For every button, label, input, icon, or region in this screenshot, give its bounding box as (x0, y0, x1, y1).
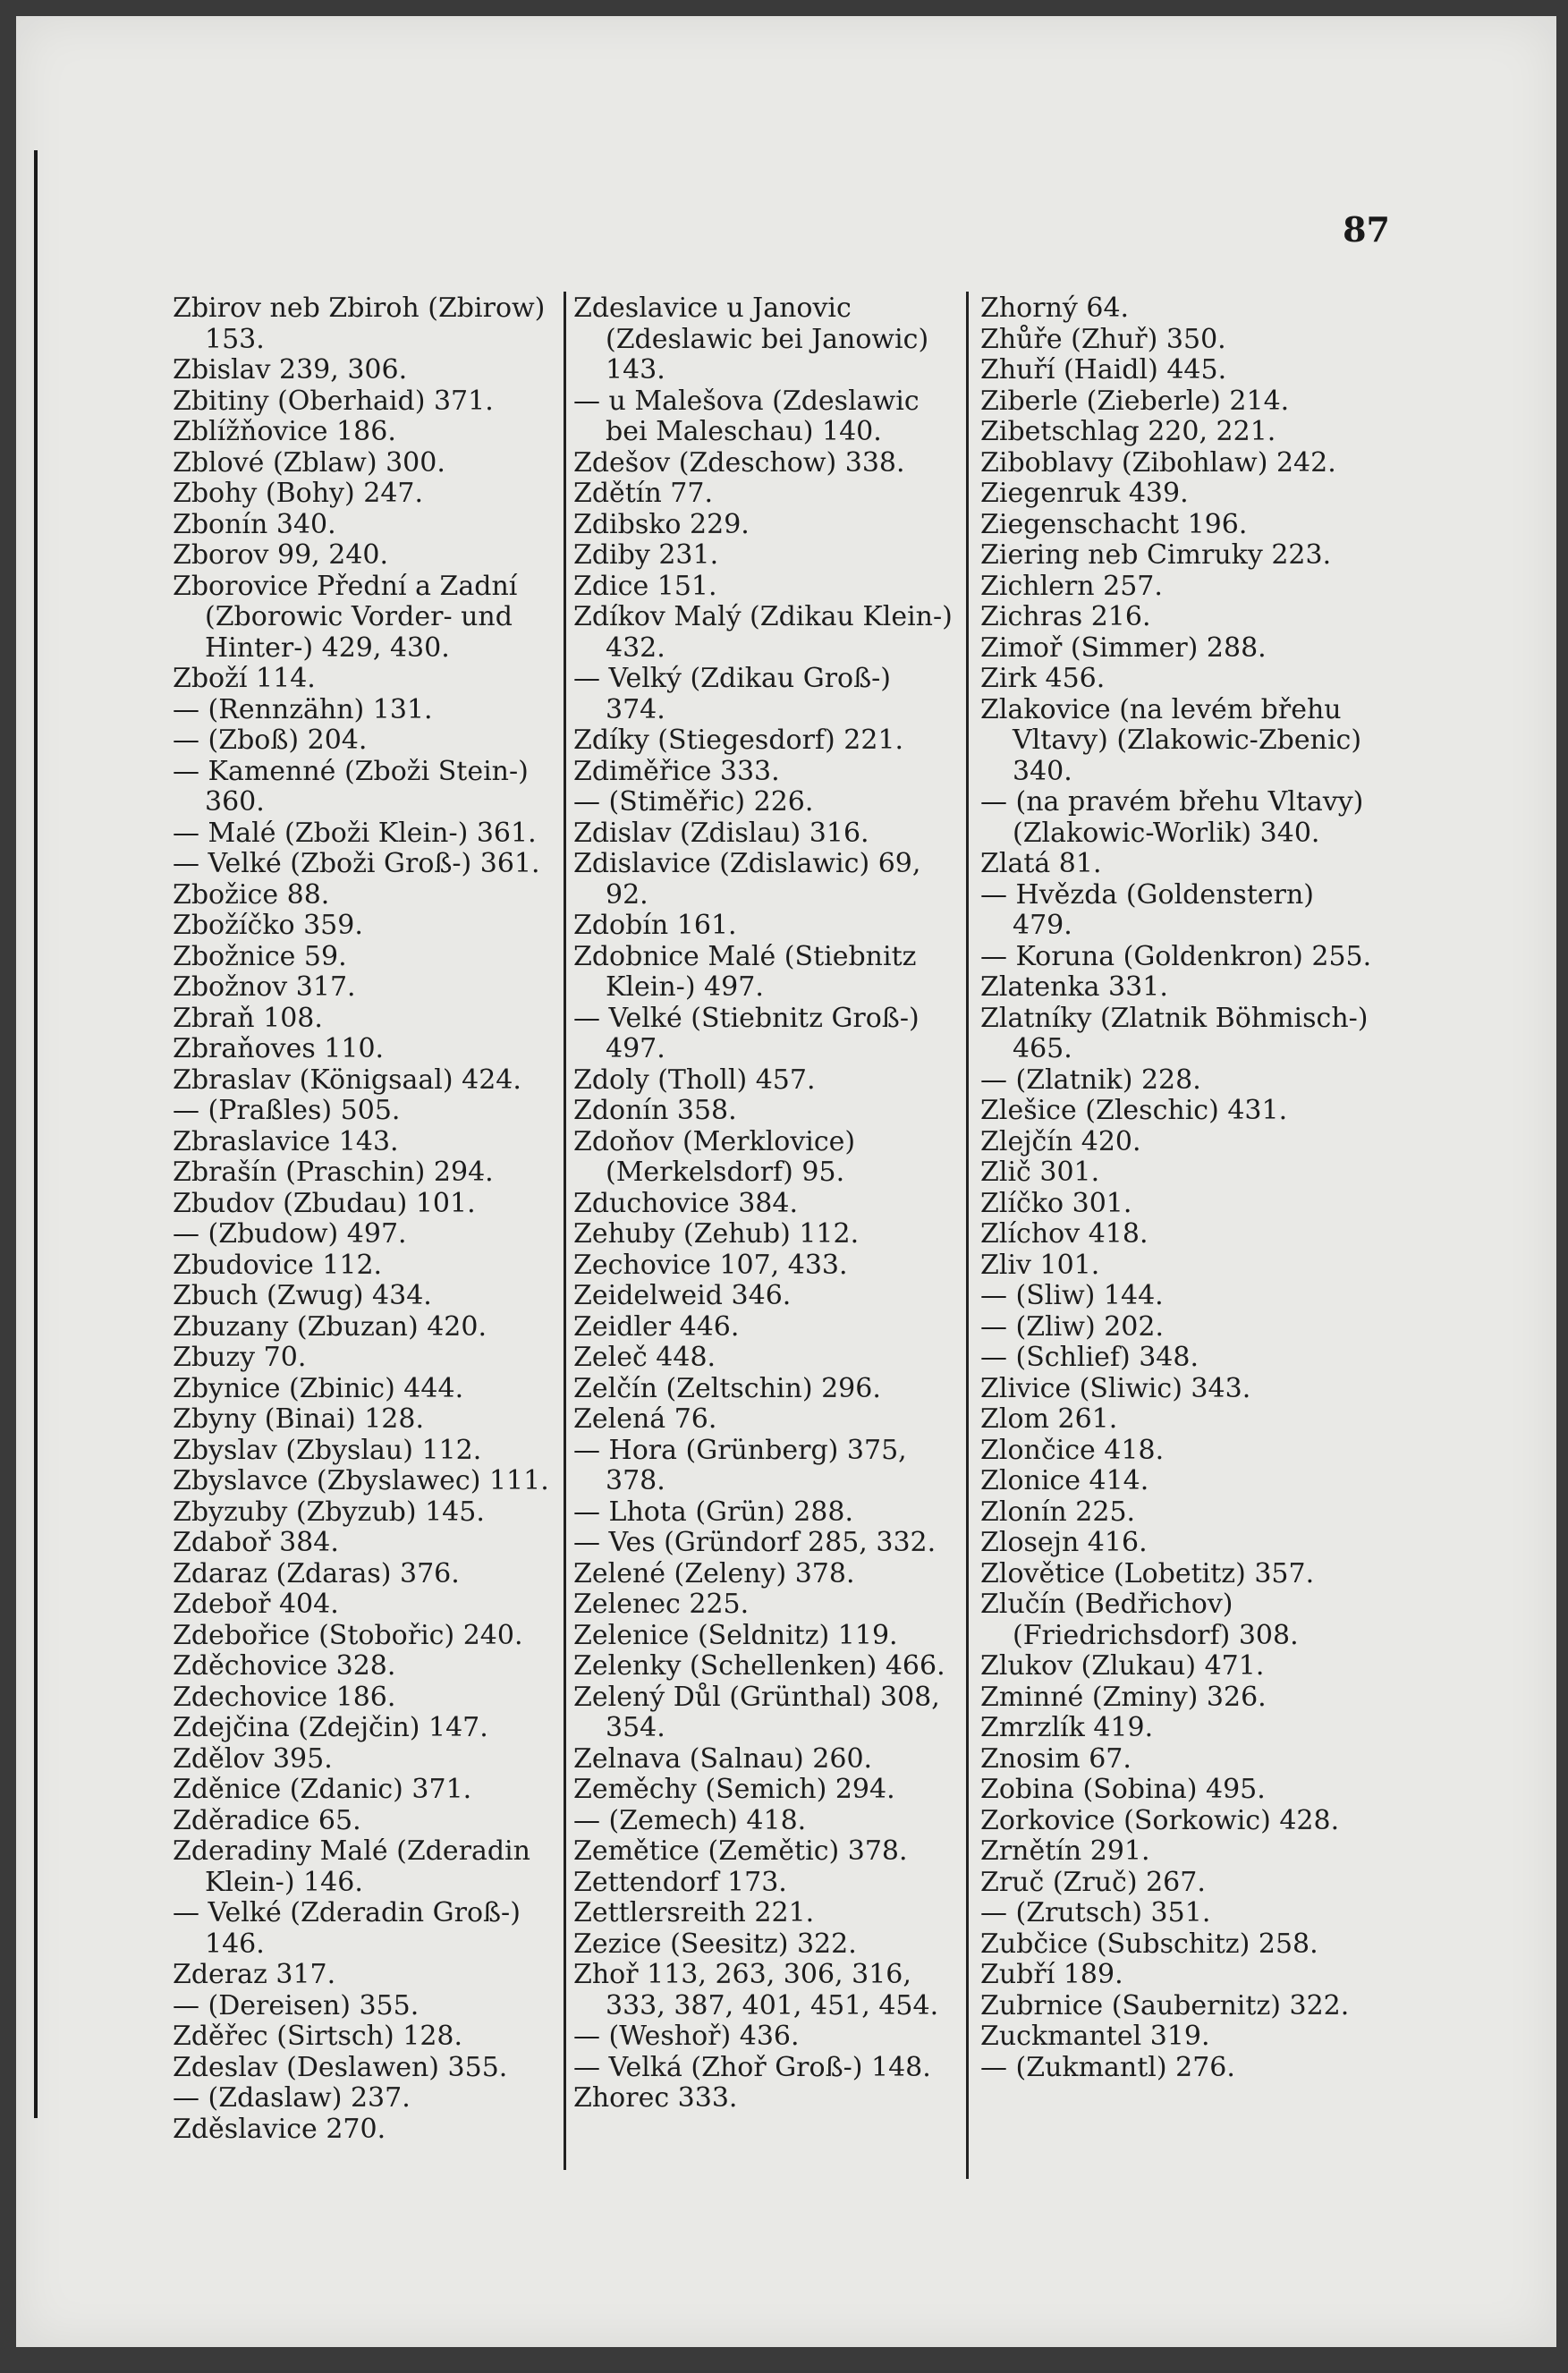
index-column-2 (573, 293, 954, 2115)
index-column-3 (980, 293, 1378, 2083)
index-entry: Zbožnov 317. (173, 971, 356, 1003)
index-entry: Zdeslav (Deslawen) 355. (173, 2051, 508, 2083)
page-number: 87 (1343, 209, 1390, 250)
index-entry: Zborov 99, 240. (173, 539, 389, 571)
index-entry: Ziberle (Zieberle) 214. (980, 385, 1290, 417)
index-entry: Zhoř 113, 263, 306, 316, 333, 387, 401, 451, 454. (573, 1959, 939, 2021)
index-entry: Zdaraz (Zdaras) 376. (173, 1557, 460, 1589)
index-entry: Zdobín 161. (573, 910, 737, 941)
index-entry: Zeměchy (Semich) 294. (573, 1774, 895, 1805)
index-column-1 (173, 293, 566, 2145)
index-entry: Zliv 101. (980, 1249, 1100, 1281)
index-entry: — Velké (Zboži Groß-) 361. (173, 848, 540, 879)
index-entry: Zborovice Přední a Zadní (Zborowic Vorder- und Hinter-) 429, 430. (173, 570, 518, 664)
index-entry: Zlukov (Zlukau) 471. (980, 1650, 1265, 1682)
index-entry: Zdiby 231. (573, 539, 719, 571)
index-entry: Zorkovice (Sorkowic) 428. (980, 1804, 1340, 1836)
index-entry: Zdobnice Malé (Stiebnitz Klein-) 497. (573, 940, 917, 1003)
index-entry: — (Zrutsch) 351. (980, 1897, 1211, 1928)
index-entry: Zlivice (Sliwic) 343. (980, 1372, 1251, 1404)
index-entry: Zezice (Seesitz) 322. (573, 1928, 857, 1960)
index-entry: Zblové (Zblaw) 300. (173, 446, 445, 479)
index-entry: Zduchovice 384. (573, 1187, 798, 1219)
index-entry: Zděradice 65. (173, 1804, 361, 1836)
index-entry: Zeidler 446. (573, 1310, 740, 1343)
index-entry: Zdíky (Stiegesdorf) 221. (573, 725, 904, 756)
index-entry: Zlakovice (na levém břehu Vltavy) (Zlakowic-Zbenic) 340. (980, 693, 1362, 787)
index-entry: — (Schlief) 348. (980, 1342, 1199, 1373)
index-entry: Zbožíčko 359. (173, 910, 363, 941)
index-entry: Ziboblavy (Zibohlaw) 242. (980, 446, 1336, 479)
index-entry: — Velké (Stiebnitz Groß-) 497. (573, 1002, 920, 1064)
index-entry: Zbirov neb Zbiroh (Zbirow) 153. (173, 292, 546, 355)
index-entry: — Velké (Zderadin Groß-) 146. (173, 1897, 521, 1960)
index-entry: Zdětín 77. (573, 478, 714, 509)
index-entry: Zbislav 239, 306. (173, 354, 408, 386)
index-entry: Zlonice 414. (980, 1465, 1149, 1496)
index-entry: Zbuch (Zwug) 434. (173, 1280, 432, 1311)
index-entry: Zelený Důl (Grünthal) 308, 354. (573, 1681, 940, 1743)
index-entry: Zdejčina (Zdejčin) 147. (173, 1712, 488, 1743)
index-entry: Zderadiny Malé (Zderadin Klein-) 146. (173, 1835, 530, 1898)
index-entry: Zlosejn 416. (980, 1527, 1148, 1558)
index-entry: Zobina (Sobina) 495. (980, 1774, 1266, 1805)
index-entry: Zdoly (Tholl) 457. (573, 1064, 816, 1096)
index-entry: Zdělov 395. (173, 1742, 333, 1775)
index-entry: Zbuzany (Zbuzan) 420. (173, 1310, 487, 1343)
index-entry: Zbraň 108. (173, 1002, 323, 1034)
index-entry: — Velká (Zhoř Groß-) 148. (573, 2051, 931, 2083)
index-entry: Zubří 189. (980, 1959, 1123, 1990)
index-entry: Zelenice (Seldnitz) 119. (573, 1619, 898, 1651)
index-entry: Zbyzuby (Zbyzub) 145. (173, 1496, 485, 1528)
index-entry: Zděnice (Zdanic) 371. (173, 1774, 472, 1805)
index-entry: Zelenky (Schellenken) 466. (573, 1650, 945, 1682)
index-entry: — Kamenné (Zboži Stein-) 360. (173, 755, 529, 818)
index-entry: — (Zbudow) 497. (173, 1218, 407, 1250)
index-entry: Zděřec (Sirtsch) 128. (173, 2021, 463, 2052)
page-edge-line (34, 150, 38, 2118)
index-entry: Zbyslav (Zbyslau) 112. (173, 1434, 482, 1466)
index-entry: — Koruna (Goldenkron) 255. (980, 940, 1372, 972)
index-entry: — (Zdaslaw) 237. (173, 2082, 411, 2114)
index-entry: Zbudov (Zbudau) 101. (173, 1187, 476, 1219)
index-entry: Zdice 151. (573, 570, 717, 602)
index-entry: Ziering neb Cimruky 223. (980, 539, 1332, 571)
index-entry: Zichras 216. (980, 601, 1151, 632)
index-entry: — (Zliw) 202. (980, 1310, 1164, 1343)
index-entry: Zlončice 418. (980, 1434, 1165, 1466)
index-entry: Zdešov (Zdeschow) 338. (573, 446, 905, 479)
index-entry: — (Weshoř) 436. (573, 2021, 800, 2052)
index-entry: Zelčín (Zeltschin) 296. (573, 1372, 881, 1404)
index-entry: Zhorný 64. (980, 292, 1130, 324)
index-entry: Zlíčko 301. (980, 1187, 1132, 1219)
index-entry: Zrnětín 291. (980, 1835, 1150, 1867)
index-entry: Zimoř (Simmer) 288. (980, 631, 1267, 664)
index-entry: Zdoňov (Merklovice) (Merkelsdorf) 95. (573, 1125, 856, 1188)
index-entry: — (Praßles) 505. (173, 1095, 401, 1126)
index-entry: Zdislav (Zdislau) 316. (573, 817, 869, 849)
index-entry: Zderaz 317. (173, 1959, 336, 1990)
index-entry: — (Zemech) 418. (573, 1804, 807, 1836)
index-entry: Zdibsko 229. (573, 508, 750, 540)
index-entry: Zdislavice (Zdislawic) 69, 92. (573, 848, 921, 911)
index-entry: Zlučín (Bedřichov) (Friedrichsdorf) 308. (980, 1589, 1299, 1651)
index-entry: — (Rennzähn) 131. (173, 693, 433, 725)
index-entry: Zichlern 257. (980, 570, 1163, 602)
book-page (16, 16, 1556, 2347)
index-entry: Zlič 301. (980, 1157, 1100, 1188)
index-entry: — (Zukmantl) 276. (980, 2051, 1235, 2083)
index-entry: Znosim 67. (980, 1742, 1132, 1775)
index-entry: Zubrnice (Saubernitz) 322. (980, 1989, 1350, 2021)
index-entry: Zbyslavce (Zbyslawec) 111. (173, 1465, 549, 1496)
index-entry: — (Dereisen) 355. (173, 1989, 420, 2021)
index-entry: Zlatenka 331. (980, 971, 1168, 1003)
index-entry: Zemětice (Zemětic) 378. (573, 1835, 908, 1867)
index-entry: Zbraslavice 143. (173, 1125, 399, 1157)
index-entry: Zhůře (Zhuř) 350. (980, 323, 1226, 355)
index-entry: Zlatníky (Zlatnik Böhmisch-) 465. (980, 1002, 1369, 1064)
index-entry: Zbonín 340. (173, 508, 336, 540)
index-entry: Zbožnice 59. (173, 940, 347, 972)
index-entry: Ziegenschacht 196. (980, 508, 1248, 540)
index-entry: Zbraslav (Königsaal) 424. (173, 1064, 521, 1096)
index-entry: — (Sliw) 144. (980, 1280, 1164, 1311)
index-entry: — Ves (Gründorf 285, 332. (573, 1527, 937, 1558)
index-entry: Zhorec 333. (573, 2082, 738, 2114)
index-entry: Zelené (Zeleny) 378. (573, 1557, 855, 1589)
index-entry: Zelenec 225. (573, 1589, 750, 1620)
index-entry: — Hvězda (Goldenstern) 479. (980, 878, 1315, 941)
index-entry: Zbohy (Bohy) 247. (173, 478, 424, 509)
index-entry: Zdechovice 186. (173, 1681, 396, 1713)
index-entry: Zbudovice 112. (173, 1249, 383, 1281)
index-entry: — u Malešova (Zdeslawic bei Maleschau) 140. (573, 385, 920, 447)
index-entry: Zdíkov Malý (Zdikau Klein-) 432. (573, 601, 953, 664)
index-entry: Zehuby (Zehub) 112. (573, 1218, 860, 1250)
index-entry: Zlejčín 420. (980, 1125, 1141, 1157)
index-entry: Zlatá 81. (980, 848, 1102, 879)
index-entry: Zlovětice (Lobetitz) 357. (980, 1557, 1315, 1589)
index-entry: — Hora (Grünberg) 375, 378. (573, 1434, 907, 1496)
index-entry: Zuckmantel 319. (980, 2021, 1210, 2052)
index-entry: Zboží 114. (173, 663, 316, 694)
index-entry: Zbrašín (Praschin) 294. (173, 1157, 494, 1188)
index-entry: Zbraňoves 110. (173, 1033, 385, 1064)
index-entry: Zubčice (Subschitz) 258. (980, 1928, 1318, 1960)
index-entry: Zelnava (Salnau) 260. (573, 1742, 873, 1775)
index-entry: — (Zlatnik) 228. (980, 1064, 1201, 1096)
index-entry: Zechovice 107, 433. (573, 1249, 848, 1281)
index-entry: Zettendorf 173. (573, 1866, 787, 1898)
index-entry: — (Zboß) 204. (173, 725, 368, 756)
index-entry: Zbyny (Binai) 128. (173, 1403, 424, 1435)
index-entry: — Lhota (Grün) 288. (573, 1496, 854, 1528)
index-entry: — Velký (Zdikau Groß-) 374. (573, 663, 891, 725)
index-entry: — Malé (Zboži Klein-) 361. (173, 817, 537, 849)
index-entry: Zdeslavice u Janovic (Zdeslawic bei Janowic) 143. (573, 292, 929, 386)
index-entry: Zettlersreith 221. (573, 1897, 815, 1928)
index-entry: Zděslavice 270. (173, 2113, 386, 2145)
index-entry: — (na pravém břehu Vltavy) (Zlakowic-Worlik) 340. (980, 786, 1364, 849)
index-entry: Zminné (Zminy) 326. (980, 1681, 1267, 1713)
index-entry: Zbožice 88. (173, 878, 330, 911)
index-entry: Zibetschlag 220, 221. (980, 416, 1276, 447)
index-entry: Zblížňovice 186. (173, 416, 396, 447)
index-entry: Ziegenruk 439. (980, 478, 1189, 509)
index-entry: Zhuří (Haidl) 445. (980, 354, 1227, 386)
index-entry: Zmrzlík 419. (980, 1712, 1154, 1743)
index-entry: — (Stiměřic) 226. (573, 786, 814, 818)
index-entry: Zruč (Zruč) 267. (980, 1866, 1206, 1898)
index-entry: Zeleč 448. (573, 1342, 716, 1373)
column-divider (966, 292, 969, 2179)
index-entry: Zelená 76. (573, 1403, 717, 1435)
index-entry: Zdaboř 384. (173, 1527, 339, 1558)
index-entry: Zdeboř 404. (173, 1589, 339, 1620)
index-entry: Zdebořice (Stobořic) 240. (173, 1619, 523, 1651)
index-entry: Zbuzy 70. (173, 1342, 307, 1373)
index-entry: Zbitiny (Oberhaid) 371. (173, 385, 494, 417)
index-entry: Zbynice (Zbinic) 444. (173, 1372, 464, 1404)
index-entry: Zlešice (Zleschic) 431. (980, 1095, 1288, 1126)
index-entry: Zděchovice 328. (173, 1650, 396, 1682)
index-entry: Zlíchov 418. (980, 1218, 1148, 1250)
index-entry: Zlonín 225. (980, 1496, 1136, 1528)
index-entry: Zdonín 358. (573, 1095, 737, 1126)
index-entry: Zdiměřice 333. (573, 755, 780, 787)
index-entry: Zeidelweid 346. (573, 1280, 792, 1311)
index-entry: Zlom 261. (980, 1403, 1118, 1435)
index-entry: Zirk 456. (980, 663, 1106, 694)
